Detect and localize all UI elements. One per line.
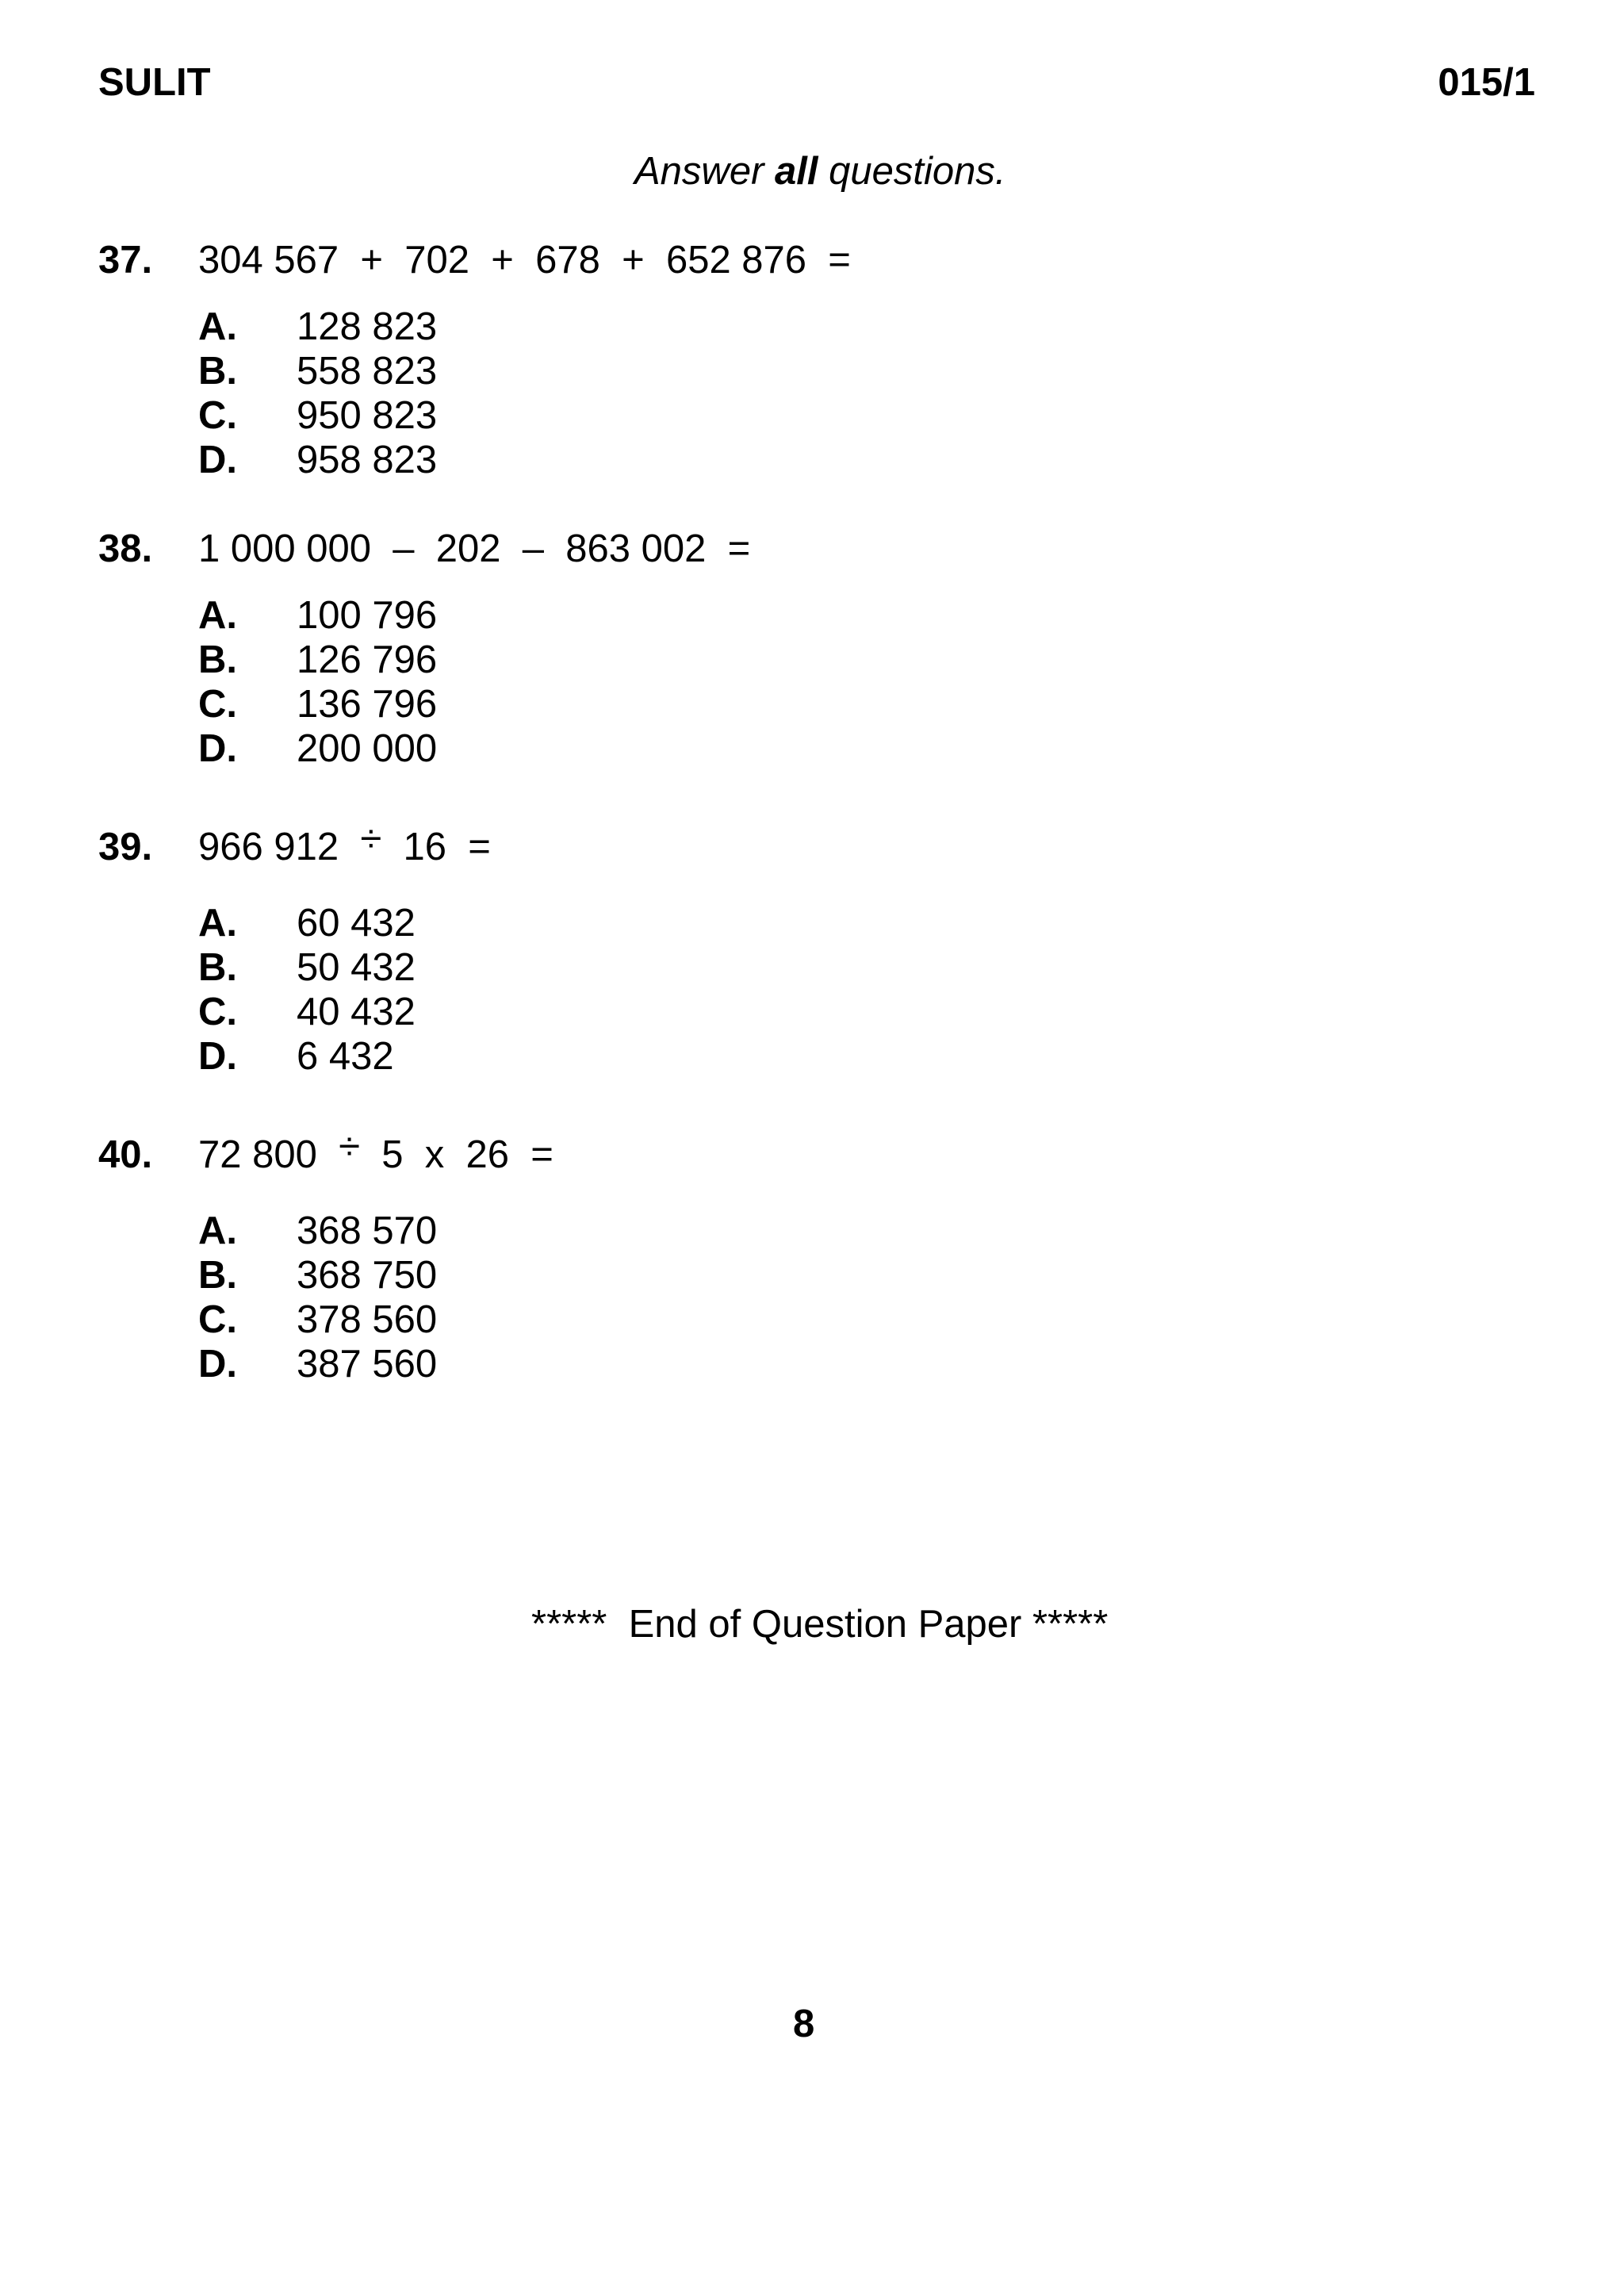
operand: 678 <box>535 239 600 282</box>
option-value: 368 750 <box>297 1254 438 1297</box>
question-number: 40. <box>98 1133 153 1176</box>
option-letter: C. <box>198 394 237 437</box>
question-number: 39. <box>98 826 153 868</box>
option-value: 368 570 <box>297 1209 438 1252</box>
option-value: 60 432 <box>297 902 416 945</box>
option-letter: B. <box>198 1254 237 1297</box>
header-left-label: SULIT <box>98 61 211 104</box>
option-value: 136 796 <box>297 683 438 726</box>
question-expression <box>198 1125 553 1176</box>
instruction-post: questions. <box>818 150 1006 193</box>
operand: 652 876 <box>665 239 807 282</box>
question-number: 38. <box>98 527 153 570</box>
option-value: 40 432 <box>297 991 416 1033</box>
option-letter: D. <box>198 727 237 770</box>
operator-divide: ÷ <box>339 1125 361 1168</box>
option-letter: B. <box>198 350 237 393</box>
option-value: 6 432 <box>297 1035 394 1078</box>
operator-plus: + <box>622 239 645 282</box>
option-value: 558 823 <box>297 350 438 393</box>
operator-plus: + <box>360 239 383 282</box>
instruction-bold: all <box>775 150 818 193</box>
option-letter: D. <box>198 1035 237 1078</box>
option-value: 950 823 <box>297 394 438 437</box>
operator-multiply: x <box>424 1133 445 1176</box>
instruction-line <box>634 152 1006 191</box>
instruction-pre: Answer <box>634 150 776 193</box>
operand: 702 <box>404 239 469 282</box>
option-value: 100 796 <box>297 594 438 637</box>
operator-equals: = <box>468 826 491 868</box>
operand: 1 000 000 <box>198 527 371 570</box>
operand: 5 <box>381 1133 404 1176</box>
option-letter: D. <box>198 439 237 481</box>
operand: 16 <box>403 826 447 868</box>
operand: 202 <box>435 527 501 570</box>
option-value: 958 823 <box>297 439 438 481</box>
operator-minus: – <box>393 527 415 570</box>
option-letter: B. <box>198 946 237 989</box>
operator-equals: = <box>530 1133 553 1176</box>
operator-divide: ÷ <box>360 818 382 861</box>
option-value: 387 560 <box>297 1343 438 1386</box>
question-expression <box>198 818 491 868</box>
option-value: 378 560 <box>297 1298 438 1341</box>
option-letter: A. <box>198 1209 237 1252</box>
option-value: 126 796 <box>297 638 438 681</box>
header-paper-code: 015/1 <box>1438 61 1535 104</box>
operator-equals: = <box>727 527 751 570</box>
option-letter: A. <box>198 305 237 348</box>
operator-equals: = <box>828 239 851 282</box>
question-number: 37. <box>98 239 153 282</box>
operand: 966 912 <box>198 826 339 868</box>
question-expression <box>198 527 751 570</box>
operand: 72 800 <box>198 1133 317 1176</box>
page-number: 8 <box>793 2003 815 2045</box>
option-letter: B. <box>198 638 237 681</box>
option-letter: A. <box>198 594 237 637</box>
option-value: 128 823 <box>297 305 438 348</box>
option-letter: A. <box>198 902 237 945</box>
option-letter: D. <box>198 1343 237 1386</box>
question-expression <box>198 241 851 280</box>
operand: 26 <box>465 1133 509 1176</box>
operator-minus: – <box>522 527 544 570</box>
option-letter: C. <box>198 991 237 1033</box>
option-value: 200 000 <box>297 727 438 770</box>
operand: 863 002 <box>565 527 707 570</box>
option-value: 50 432 <box>297 946 416 989</box>
option-letter: C. <box>198 683 237 726</box>
option-letter: C. <box>198 1298 237 1341</box>
operand: 304 567 <box>198 239 339 282</box>
operator-plus: + <box>491 239 514 282</box>
end-of-paper-text: ***** End of Question Paper ***** <box>531 1603 1109 1646</box>
